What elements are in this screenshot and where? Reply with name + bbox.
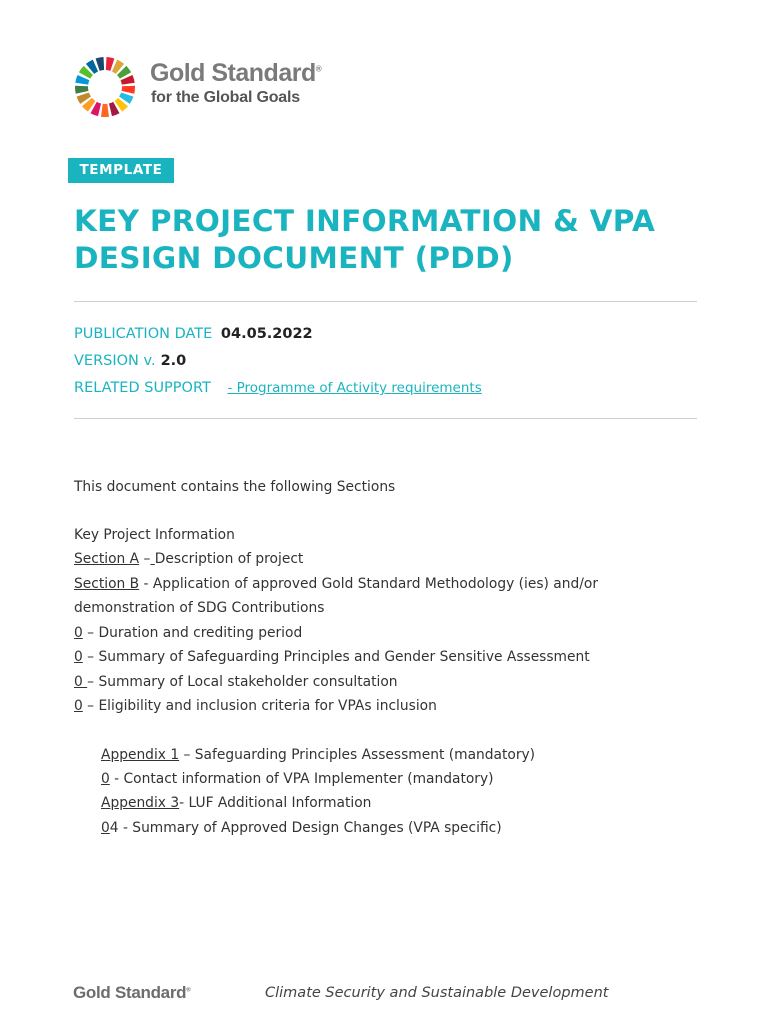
publication-date-row (74, 326, 313, 342)
section-b-item: Section B - Application of approved Gold Standard Methodology (ies) and/or (74, 576, 599, 592)
poa-requirements-link[interactable]: - Programme of Activity requirements (227, 380, 482, 396)
section-c-item: 0 – Duration and crediting period (74, 625, 303, 641)
divider-bottom (74, 418, 697, 419)
version-value: 2.0 (160, 353, 187, 369)
appendix-3-item: Appendix 3- LUF Additional Information (101, 795, 372, 811)
section-e-item: 0 – Summary of Local stakeholder consultation (74, 674, 398, 690)
appendix-4-link[interactable]: 0 (101, 820, 110, 836)
related-support-row (74, 380, 482, 396)
section-f-item: 0 – Eligibility and inclusion criteria for VPAs inclusion (74, 698, 437, 714)
appendix-3-link[interactable]: Appendix 3 (101, 795, 180, 811)
appendix-4-item: 04 - Summary of Approved Design Changes (VPA specific) (101, 820, 502, 836)
sdg-wheel-segment (75, 86, 88, 94)
related-support-label: RELATED SUPPORT (74, 380, 211, 396)
publication-date-value: 04.05.2022 (220, 326, 313, 342)
key-project-info-item: Key Project Information (74, 527, 235, 543)
logo-subtitle: for the Global Goals (151, 89, 300, 106)
appendix-1-link[interactable]: Appendix 1 (101, 747, 180, 763)
publication-date-label: PUBLICATION DATE (74, 326, 213, 342)
section-f-link[interactable]: 0 (74, 698, 83, 714)
section-b-link[interactable]: Section B (74, 576, 140, 592)
appendix-1-item: Appendix 1 – Safeguarding Principles Assessment (mandatory) (101, 747, 536, 763)
appendix-2-item: 0 - Contact information of VPA Implementer (mandatory) (101, 771, 494, 787)
sdg-wheel-segment (122, 86, 135, 94)
section-b-item-continued: demonstration of SDG Contributions (74, 600, 325, 616)
gold-standard-logo (74, 56, 344, 118)
sdg-wheel-icon (74, 56, 136, 118)
section-e-link[interactable]: 0 (74, 674, 88, 690)
divider-top (74, 301, 697, 302)
footer-logo: Gold Standard® (73, 983, 191, 1002)
logo-title: Gold Standard® (150, 59, 322, 87)
document-title: KEY PROJECT INFORMATION & VPA DESIGN DOCUMENT (PDD) (74, 204, 656, 275)
version-row (74, 353, 186, 369)
section-c-link[interactable]: 0 (74, 625, 83, 641)
appendix-2-link[interactable]: 0 (101, 771, 110, 787)
template-badge: TEMPLATE (68, 158, 174, 183)
section-d-item: 0 – Summary of Safeguarding Principles and Gender Sensitive Assessment (74, 649, 590, 665)
sdg-wheel-segment (101, 104, 109, 117)
section-d-link[interactable]: 0 (74, 649, 83, 665)
footer-tagline: Climate Security and Sustainable Development (265, 985, 609, 1001)
section-a-link[interactable]: Section A (74, 551, 140, 567)
contents-intro: This document contains the following Sections (74, 479, 396, 495)
version-label: VERSION v. (74, 353, 156, 369)
section-a-item: Section A – Description of project (74, 551, 304, 567)
